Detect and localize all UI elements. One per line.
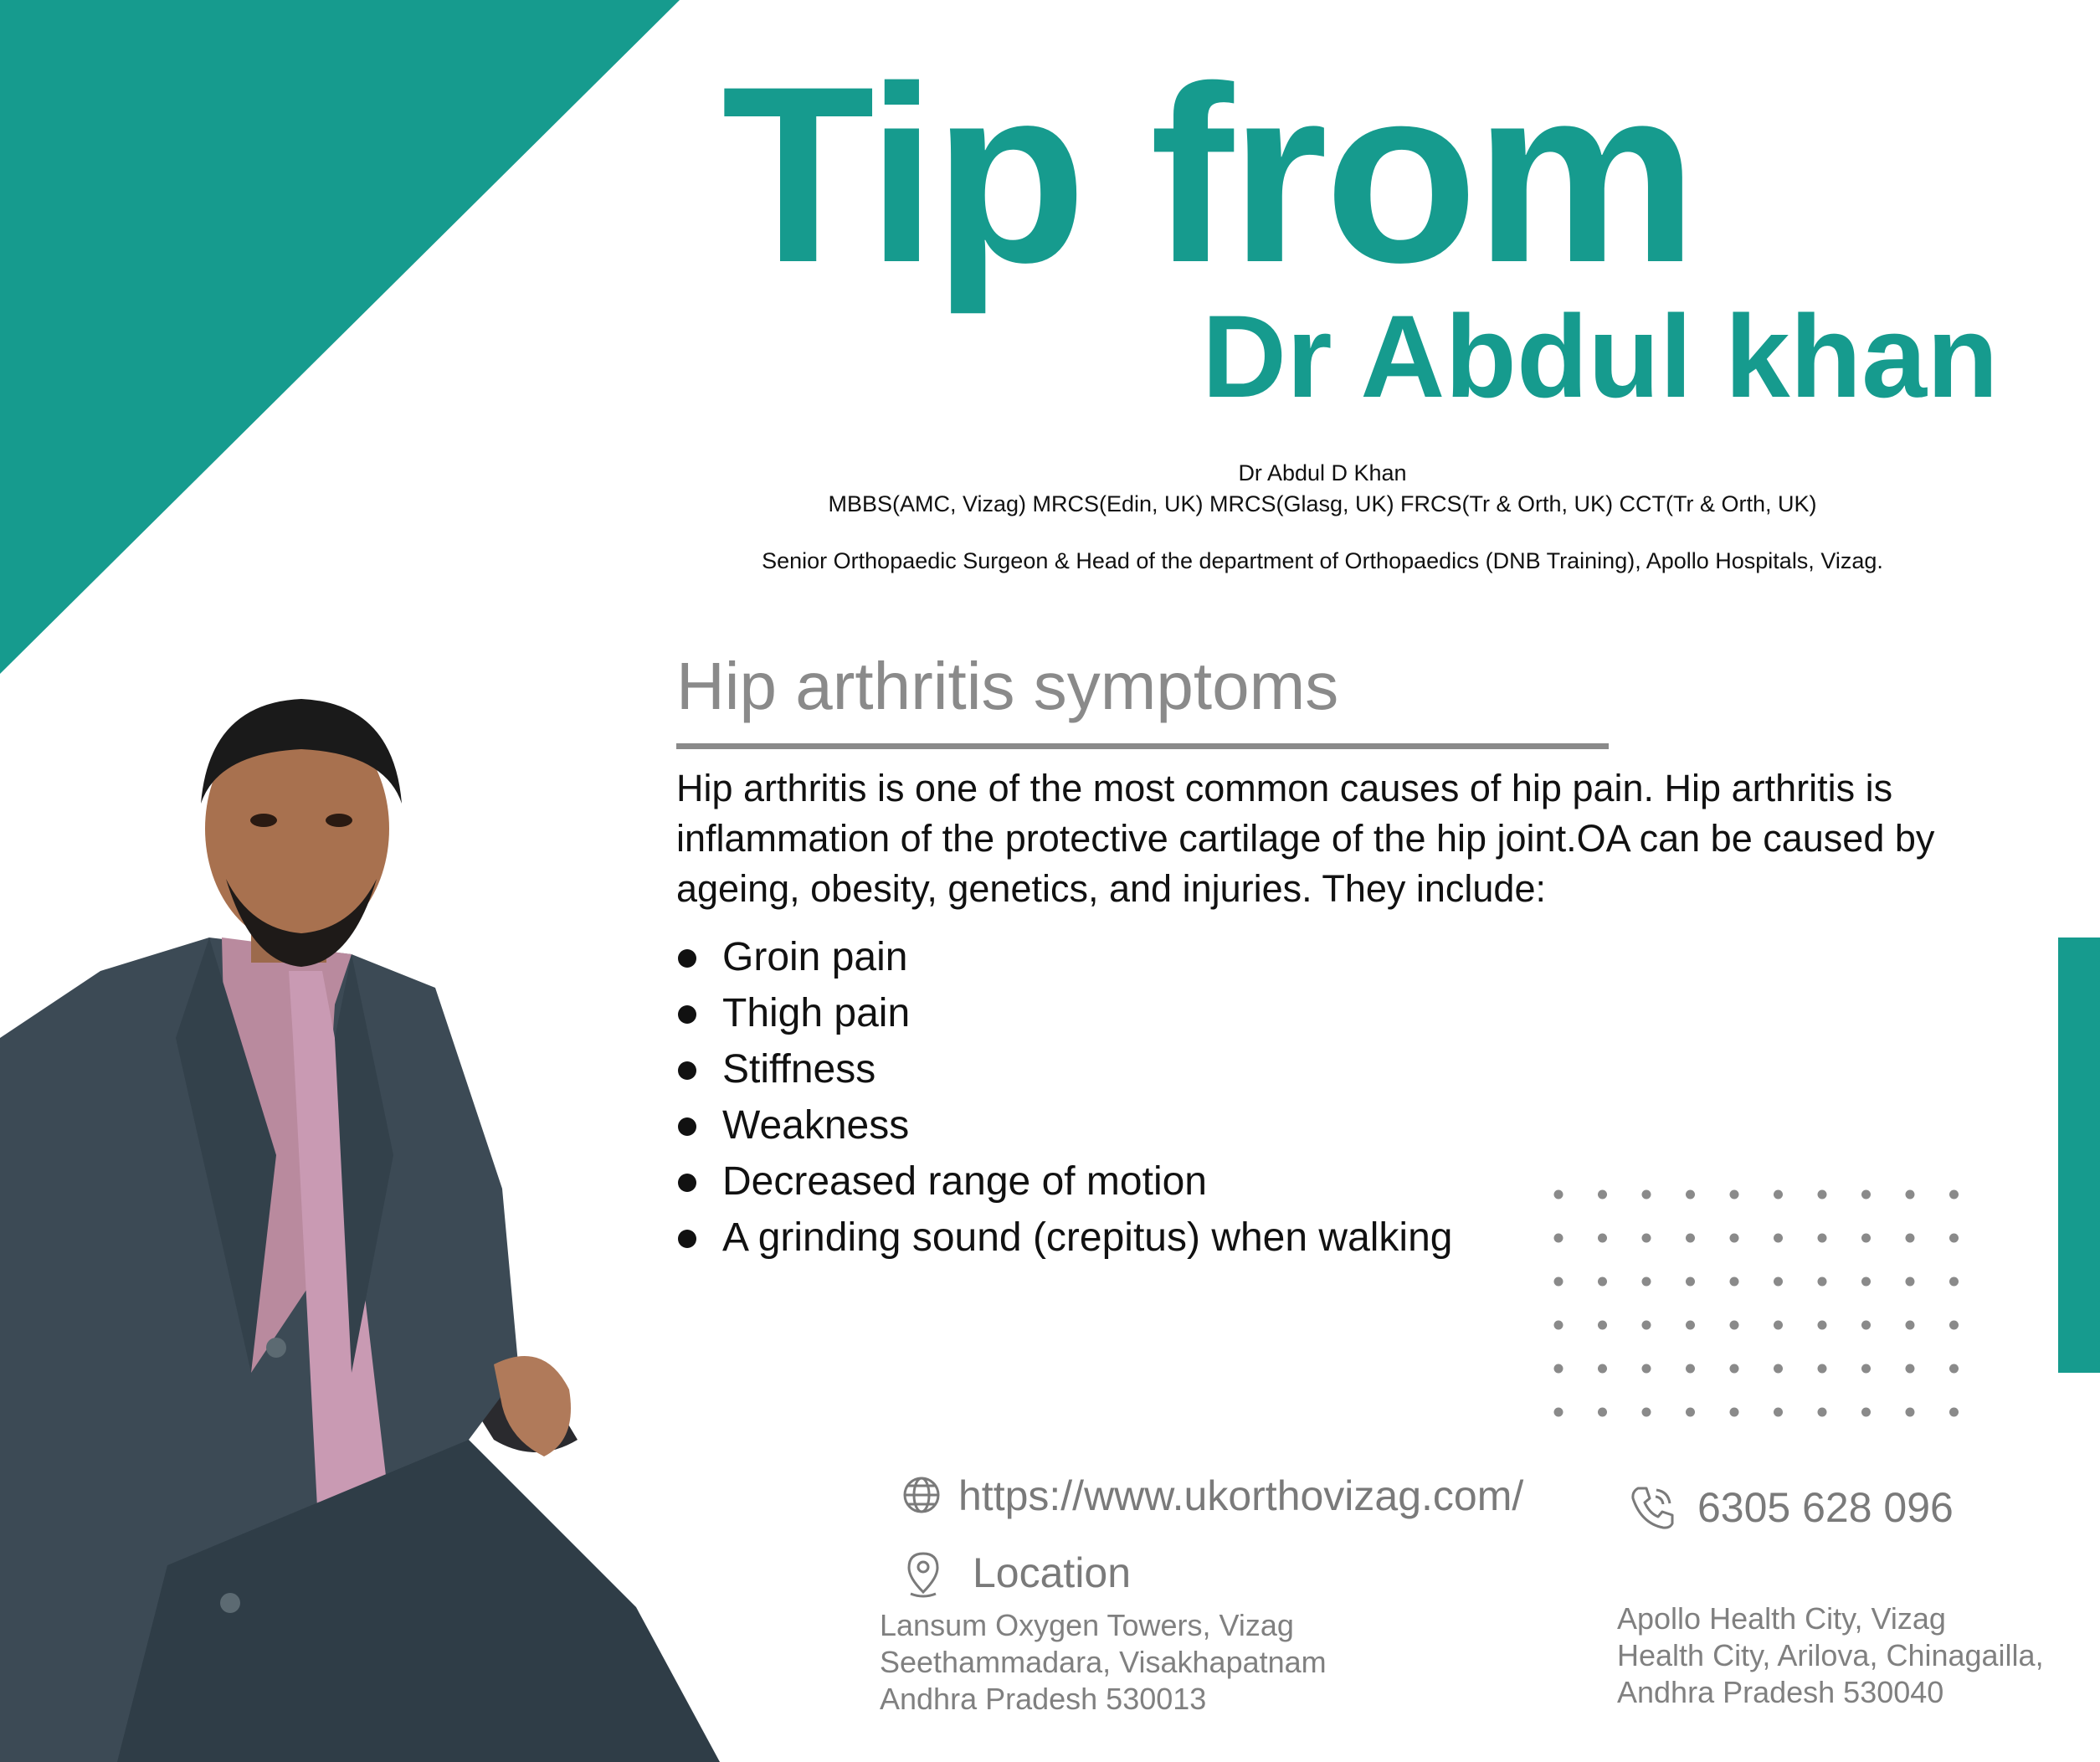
grid-dot (1774, 1190, 1783, 1199)
side-accent-bar (2058, 938, 2100, 1373)
grid-dot (1554, 1234, 1563, 1243)
grid-dot (1730, 1234, 1739, 1243)
grid-dot (1642, 1321, 1651, 1330)
grid-dot (1554, 1190, 1563, 1199)
grid-dot (1598, 1234, 1607, 1243)
grid-dot (1861, 1408, 1871, 1417)
grid-dot (1686, 1321, 1695, 1330)
grid-dot (1949, 1364, 1959, 1374)
grid-dot (1554, 1364, 1563, 1374)
grid-dot (1730, 1364, 1739, 1374)
grid-dot (1642, 1277, 1651, 1287)
title-tip-from: Tip from (721, 33, 1695, 315)
symptom-item (676, 929, 1452, 985)
symptom-label: Groin pain (722, 935, 908, 979)
grid-dot (1818, 1190, 1827, 1199)
grid-dot (1642, 1234, 1651, 1243)
grid-dot (1642, 1190, 1651, 1199)
symptom-label: Stiffness (722, 1047, 876, 1092)
credential-degrees: MBBS(AMC, Vizag) MRCS(Edin, UK) MRCS(Glasg, UK) FRCS(Tr & Orth, UK) CCT(Tr & Orth, UK) (828, 491, 1817, 516)
grid-dot (1861, 1321, 1871, 1330)
grid-dot (1598, 1321, 1607, 1330)
grid-dot (1906, 1321, 1915, 1330)
grid-dot (1906, 1190, 1915, 1199)
grid-dot (1906, 1277, 1915, 1287)
symptom-label: A grinding sound (crepitus) when walking (722, 1215, 1453, 1260)
grid-dot (1598, 1190, 1607, 1199)
dot-grid-decoration (1548, 1184, 1967, 1427)
website-link[interactable]: https://www.ukorthovizag.com/ (958, 1472, 1524, 1519)
grid-dot (1861, 1364, 1871, 1374)
grid-dot (1730, 1190, 1739, 1199)
grid-dot (1598, 1364, 1607, 1374)
grid-dot (1774, 1234, 1783, 1243)
symptom-item (676, 1097, 1452, 1153)
address-line: Lansum Oxygen Towers, Vizag (880, 1608, 1294, 1642)
grid-dot (1598, 1277, 1607, 1287)
map-pin-icon (904, 1550, 942, 1599)
article-heading: Hip arthritis symptoms (676, 649, 1339, 723)
grid-dot (1730, 1321, 1739, 1330)
grid-dot (1818, 1277, 1827, 1287)
grid-dot (1774, 1277, 1783, 1287)
grid-dot (1861, 1234, 1871, 1243)
symptom-item (676, 1153, 1452, 1210)
grid-dot (1949, 1321, 1959, 1330)
grid-dot (1949, 1277, 1959, 1287)
symptom-label: Thigh pain (722, 991, 911, 1035)
address-1 (880, 1607, 1327, 1718)
symptom-item (676, 1041, 1452, 1097)
symptom-item (676, 985, 1452, 1041)
grid-dot (1554, 1408, 1563, 1417)
symptom-list (676, 929, 1452, 1266)
article-intro: Hip arthritis is one of the most common causes of hip pain. Hip arthritis is inflammation of the protective cartilage of the hip joint.OA can be caused by ageing, obesity, genetics, and injuries. They include: (676, 767, 1935, 910)
grid-dot (1818, 1234, 1827, 1243)
grid-dot (1949, 1190, 1959, 1199)
grid-dot (1861, 1190, 1871, 1199)
grid-dot (1861, 1277, 1871, 1287)
location-label: Location (973, 1549, 1132, 1596)
title-doctor-name: Dr Abdul khan (1202, 290, 1999, 422)
grid-dot (1598, 1408, 1607, 1417)
grid-dot (1554, 1321, 1563, 1330)
grid-dot (1949, 1408, 1959, 1417)
symptom-label: Weakness (722, 1103, 910, 1148)
address-line: Seethammadara, Visakhapatnam (880, 1645, 1327, 1679)
grid-dot (1906, 1364, 1915, 1374)
grid-dot (1906, 1234, 1915, 1243)
corner-triangle-decoration (0, 0, 680, 674)
grid-dot (1818, 1321, 1827, 1330)
heading-underline (676, 743, 1609, 749)
symptom-item (676, 1210, 1452, 1266)
grid-dot (1686, 1277, 1695, 1287)
grid-dot (1774, 1321, 1783, 1330)
grid-dot (1730, 1408, 1739, 1417)
grid-dot (1818, 1364, 1827, 1374)
grid-dot (1774, 1364, 1783, 1374)
grid-dot (1642, 1408, 1651, 1417)
address-line: Andhra Pradesh 530013 (880, 1682, 1207, 1716)
grid-dot (1686, 1408, 1695, 1417)
address-line: Andhra Pradesh 530040 (1617, 1675, 1944, 1709)
grid-dot (1774, 1408, 1783, 1417)
address-line: Apollo Health City, Vizag (1617, 1601, 1946, 1636)
phone-icon (1628, 1483, 1676, 1532)
grid-dot (1686, 1190, 1695, 1199)
symptom-label: Decreased range of motion (722, 1159, 1207, 1204)
phone-number[interactable]: 6305 628 096 (1697, 1484, 1954, 1531)
credential-position: Senior Orthopaedic Surgeon & Head of the department of Orthopaedics (DNB Training), Apollo Hospitals, Vizag. (762, 548, 1883, 573)
grid-dot (1554, 1277, 1563, 1287)
credential-name: Dr Abdul D Khan (1238, 460, 1407, 485)
doctor-photo (0, 686, 720, 1762)
grid-dot (1686, 1234, 1695, 1243)
globe-icon (901, 1475, 942, 1515)
grid-dot (1730, 1277, 1739, 1287)
grid-dot (1818, 1408, 1827, 1417)
grid-dot (1949, 1234, 1959, 1243)
grid-dot (1642, 1364, 1651, 1374)
address-line: Health City, Arilova, Chinagailla, (1617, 1638, 2044, 1672)
address-2 (1617, 1600, 2044, 1711)
grid-dot (1686, 1364, 1695, 1374)
grid-dot (1906, 1408, 1915, 1417)
